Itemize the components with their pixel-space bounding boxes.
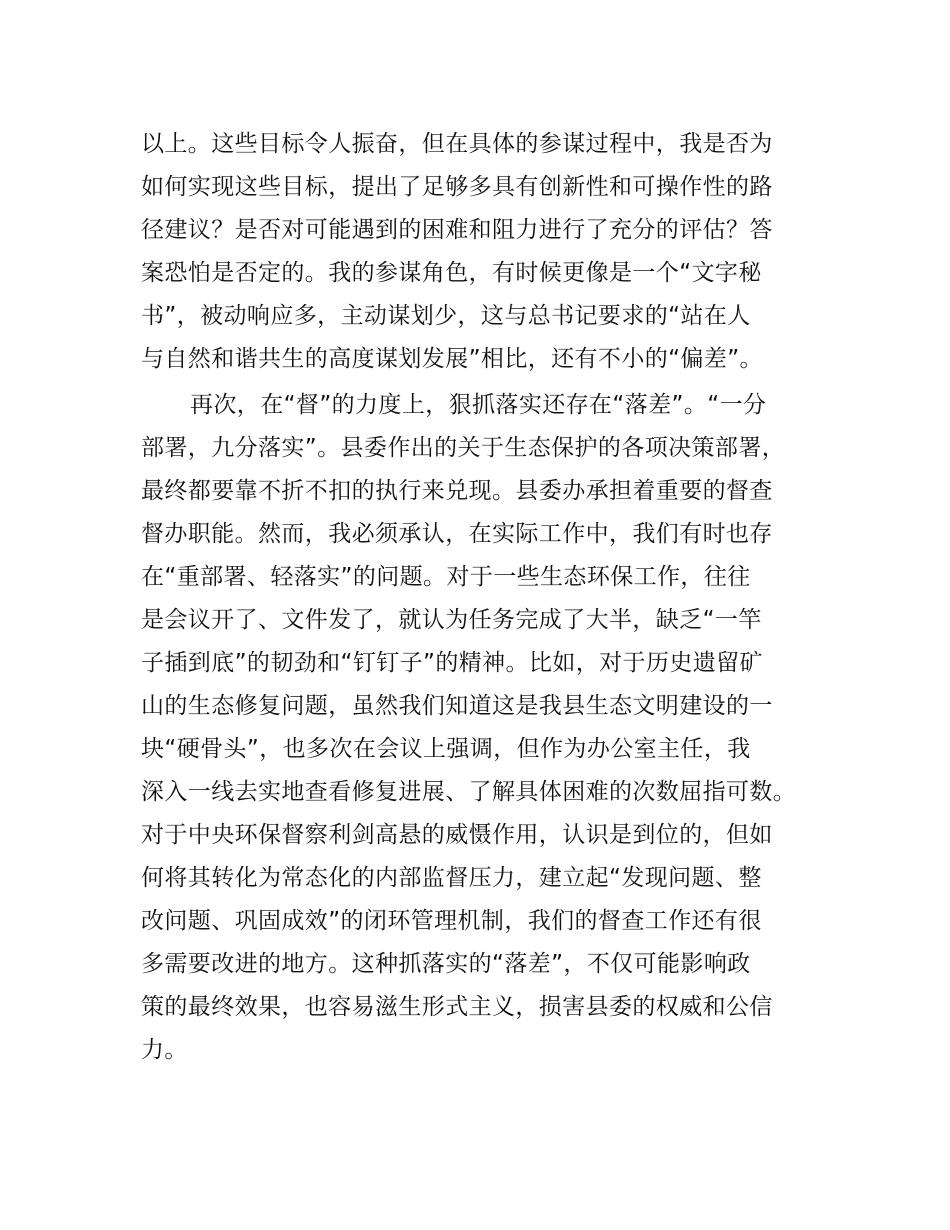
- paragraph-2-line-11: 对于中央环保督察利剑高悬的威慑作用，认识是到位的，但如: [141, 822, 773, 848]
- paragraph-2-line-15: 策的最终效果，也容易滋生形式主义，损害县委的权威和公信: [141, 994, 773, 1020]
- paragraph-1-line-4: 案恐怕是否定的。我的参谋角色，有时候更像是一个“文字秘: [141, 260, 762, 286]
- paragraph-2-line-6: 是会议开了、文件发了，就认为任务完成了大半，缺乏“一竿: [141, 607, 762, 633]
- paragraph-2-line-1: 再次，在“督”的力度上，狠抓落实还存在“落差”。“一分: [190, 392, 767, 418]
- paragraph-2-line-9: 块“硬骨头”，也多次在会议上强调，但作为办公室主任，我: [141, 736, 751, 762]
- paragraph-2-line-4: 督办职能。然而，我必须承认，在实际工作中，我们有时也存: [141, 521, 773, 547]
- paragraph-2-line-13: 改问题、巩固成效”的闭环管理机制，我们的督查工作还有很: [141, 908, 762, 934]
- paragraph-2-line-12: 何将其转化为常态化的内部监督压力，建立起“发现问题、整: [141, 865, 762, 891]
- paragraph-1-line-2: 如何实现这些目标，提出了足够多具有创新性和可操作性的路: [141, 174, 773, 200]
- paragraph-2-line-7: 子插到底”的韧劲和“钉钉子”的精神。比如，对于历史遗留矿: [141, 650, 763, 676]
- paragraph-2-line-14: 多需要改进的地方。这种抓落实的“落差”，不仅可能影响政: [141, 951, 751, 977]
- paragraph-1-line-1: 以上。这些目标令人振奋，但在具体的参谋过程中，我是否为: [141, 131, 773, 157]
- paragraph-1-line-5: 书”，被动响应多，主动谋划少，这与总书记要求的“站在人: [141, 303, 751, 329]
- paragraph-1-line-3: 径建议？是否对可能遇到的困难和阻力进行了充分的评估？答: [141, 217, 773, 243]
- paragraph-2-line-16: 力。: [141, 1037, 188, 1063]
- paragraph-2-line-3: 最终都要靠不折不扣的执行来兑现。县委办承担着重要的督查: [141, 478, 773, 504]
- paragraph-2-line-2: 部署，九分落实”。县委作出的关于生态保护的各项决策部署，: [141, 435, 786, 461]
- paragraph-2-line-5: 在“重部署、轻落实”的问题。对于一些生态环保工作，往往: [141, 564, 751, 590]
- paragraph-2-line-10: 深入一线去实地查看修复进展、了解具体困难的次数屈指可数。: [141, 779, 797, 805]
- paragraph-2-line-8: 山的生态修复问题，虽然我们知道这是我县生态文明建设的一: [141, 693, 773, 719]
- paragraph-1-line-6: 与自然和谐共生的高度谋划发展”相比，还有不小的“偏差”。: [141, 346, 763, 372]
